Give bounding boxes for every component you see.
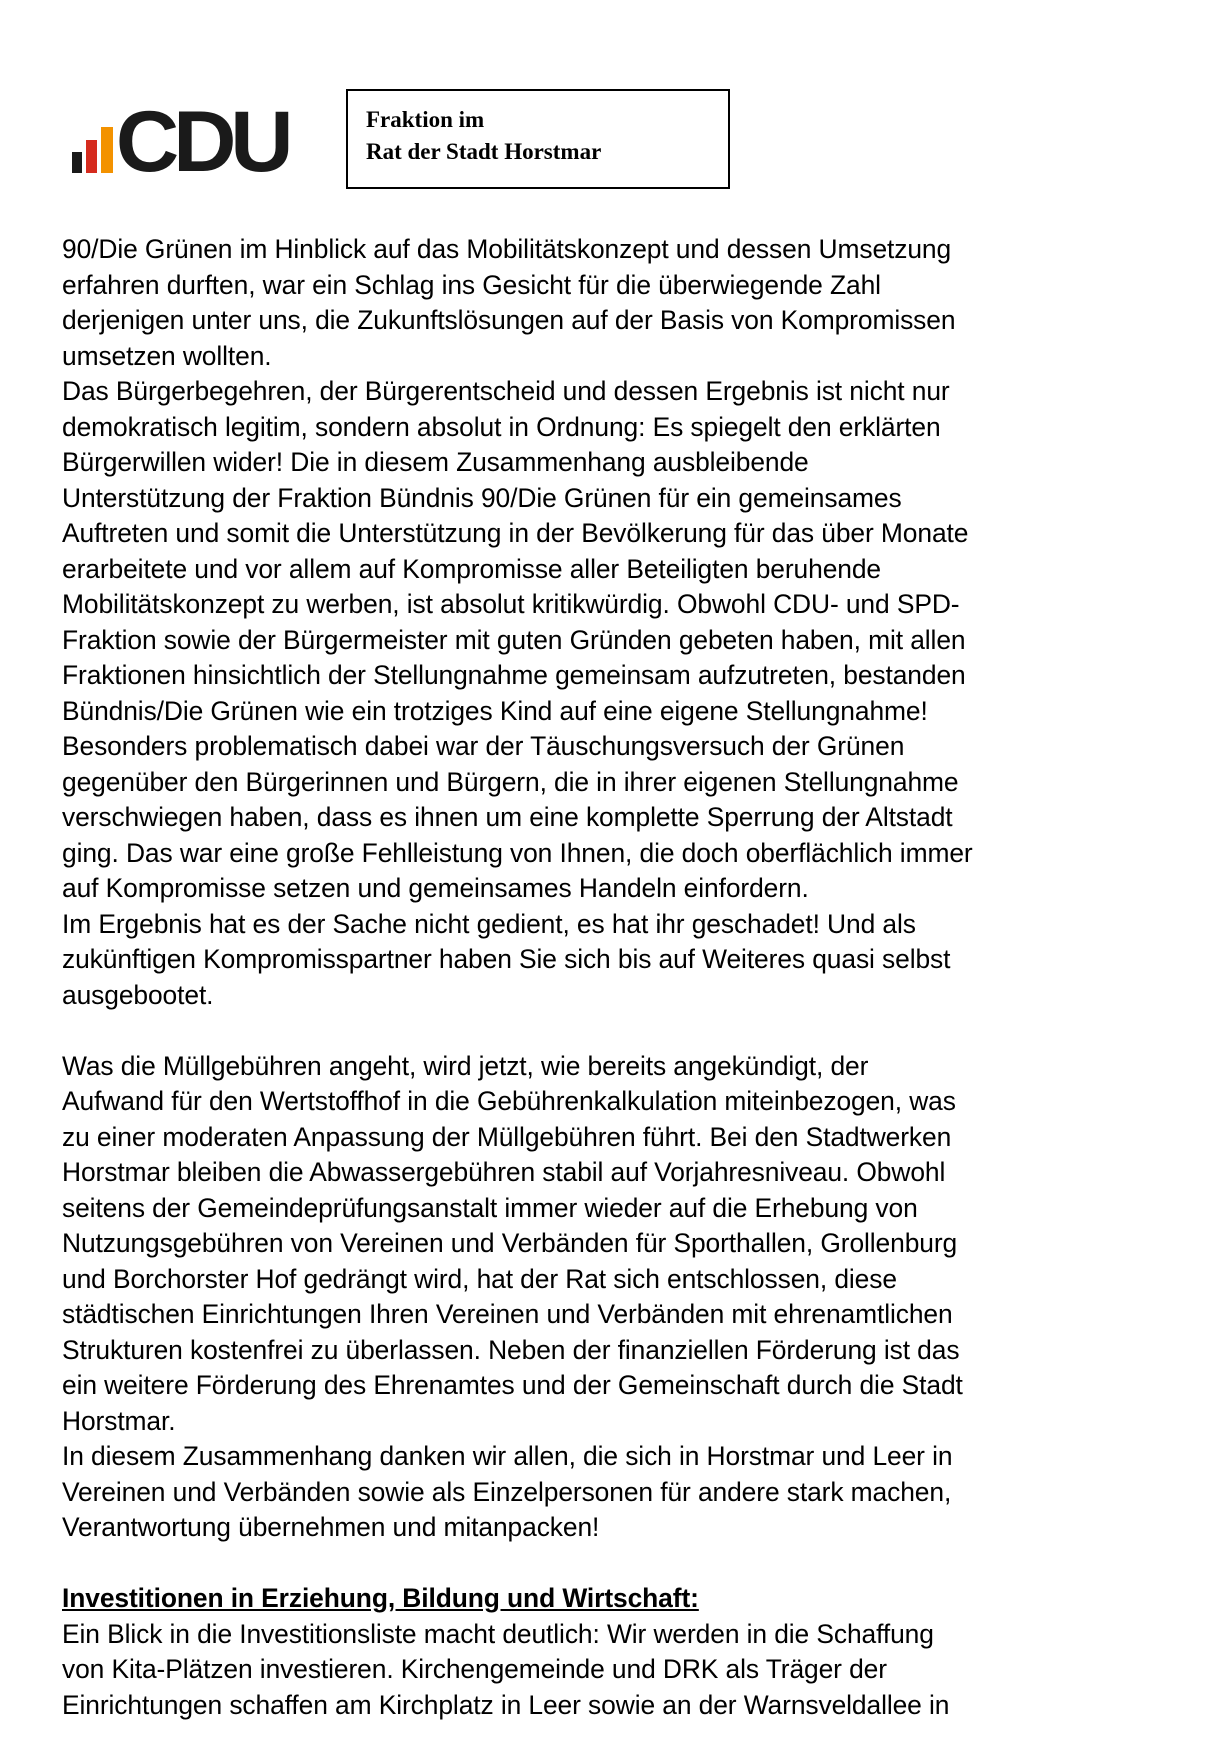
paragraph-investitionen: Ein Blick in die Investitionsliste macht deutlich: Wir werden in die Schaffung von Kita-Plätzen investieren. Kirchengemeinde und DRK als Träger der Einrichtungen schaffen am Kirchplatz in Leer sowie an der Warnsveldallee in [62, 1618, 950, 1720]
paragraph-spacer [62, 1013, 1162, 1049]
fraktion-line-2: Rat der Stadt Horstmar [366, 139, 602, 164]
logo-bar-dark [72, 152, 82, 173]
cdu-logo [72, 100, 322, 180]
paragraph-spacer [62, 1546, 1162, 1582]
logo-text: CDU [115, 100, 288, 180]
document-body [62, 232, 1162, 1723]
paragraph-muellgebuehren: Was die Müllgebühren angeht, wird jetzt, wie bereits angekündigt, der Aufwand für den Wertstoffhof in die Gebührenkalkulation miteinbezogen, was zu einer moderaten Anpassung der Müllgebühren führt. Bei den Stadtwerken Horstmar bleiben die Abwassergebühren stabil auf Vorjahresniveau. Obwohl seitens der Gemeindeprüfungsanstalt immer wieder auf die Erhebung von Nutzungsgebühren von Vereinen und Verbänden für Sporthallen, Grollenburg und Borchorster Hof gedrängt wird, hat der Rat sich entschlossen, diese städtischen Einrichtungen Ihren Vereinen und Verbänden mit ehrenamtlichen Strukturen kostenfrei zu überlassen. Neben der finanziellen Förderung ist das ein weitere Förderung des Ehrenamtes und der Gemeinschaft durch die Stadt Horstmar. [62, 1050, 963, 1436]
paragraph-ergebnis: Im Ergebnis hat es der Sache nicht gedient, es hat ihr geschadet! Und als zukünftigen Kompromisspartner haben Sie sich bis auf Weiteres quasi selbst ausgebootet. [62, 908, 951, 1010]
paragraph-dank: In diesem Zusammenhang danken wir allen, die sich in Horstmar und Leer in Vereinen und Verbänden sowie als Einzelpersonen für andere stark machen, Verantwortung übernehmen und mitanpacken! [62, 1441, 953, 1542]
paragraph-mobility: 90/Die Grünen im Hinblick auf das Mobilitätskonzept und dessen Umsetzung erfahren durften, war ein Schlag ins Gesicht für die überwiegende Zahl derjenigen unter uns, die Zukunftslösungen auf der Basis von Kompromissen umsetzen wollten. [62, 234, 956, 371]
logo-bar-red [86, 140, 97, 173]
logo-bar-orange [101, 127, 113, 173]
fraktion-box [346, 89, 730, 189]
cdu-logo-graphic [72, 100, 322, 180]
paragraph-buergerentscheid: Das Bürgerbegehren, der Bürgerentscheid und dessen Ergebnis ist nicht nur demokratisch legitim, sondern absolut in Ordnung: Es spiegelt den erklärten Bürgerwillen wider! Die in diesem Zusammenhang ausbleibende Unterstützung der Fraktion Bündnis 90/Die Grünen für ein gemeinsames Auftreten und somit die Unterstützung in der Bevölkerung für das über Monate erarbeitete und vor allem auf Kompromisse aller Beteiligten beruhende Mobilitätskonzept zu werben, ist absolut kritikwürdig. Obwohl CDU- und SPD- Fraktion sowie der Bürgermeister mit guten Gründen gebeten haben, mit allen Fraktionen hinsichtlich der Stellungnahme gemeinsam aufzutreten, bestanden Bündnis/Die Grünen wie ein trotziges Kind auf eine eigene Stellungnahme! Besonders problematisch dabei war der Täuschungsversuch der Grünen gegenüber den Bürgerinnen und Bürgern, die in ihrer eigenen Stellungnahme verschwiegen haben, dass es ihnen um eine komplette Sperrung der Altstadt ging. Das war eine große Fehlleistung von Ihnen, die doch oberflächlich immer auf Kompromisse setzen und gemeinsames Handeln einfordern. [62, 376, 973, 903]
section-heading-investitionen: Investitionen in Erziehung, Bildung und Wirtschaft: [62, 1583, 699, 1613]
fraktion-line-1: Fraktion im [366, 107, 485, 132]
